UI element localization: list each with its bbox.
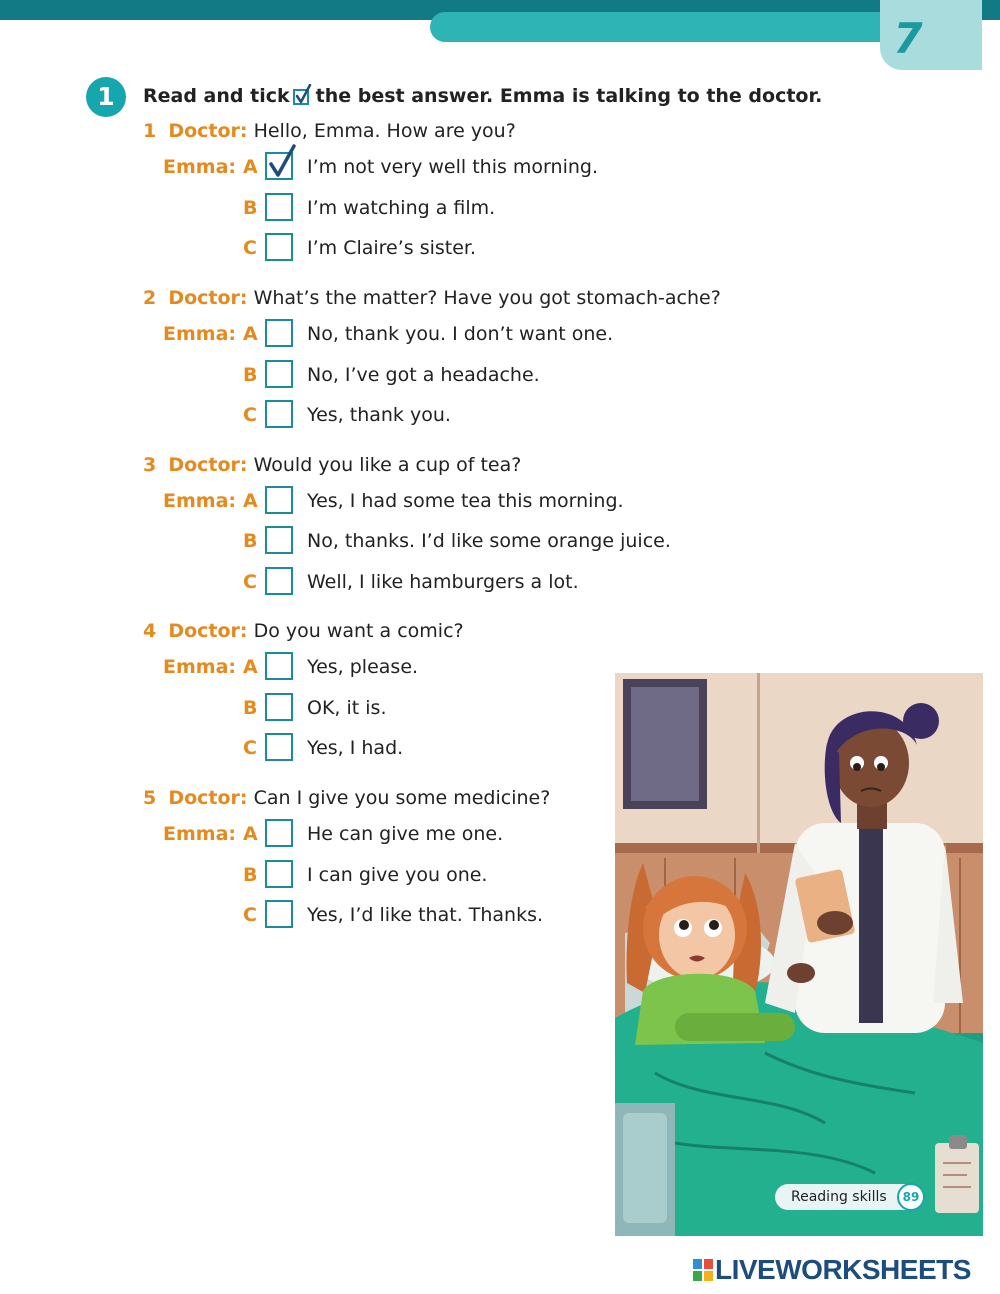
doctor-prompt: Hello, Emma. How are you? — [253, 120, 516, 142]
emma-label: Emma: — [163, 490, 236, 512]
question-3 — [143, 454, 521, 476]
option-letter: C — [243, 237, 257, 259]
option-letter: A — [243, 823, 258, 845]
header-tab — [430, 12, 900, 42]
doctor-label: Doctor: — [168, 620, 248, 642]
doctor-prompt: What’s the matter? Have you got stomach-ache? — [253, 287, 721, 309]
option-text: I’m Claire’s sister. — [307, 237, 477, 259]
answer-checkbox-q2-b[interactable] — [265, 360, 293, 388]
option-text: Yes, I had some tea this morning. — [307, 490, 624, 512]
question-number: 4 — [143, 620, 157, 642]
question-2 — [143, 287, 721, 309]
exercise-number: 1 — [86, 77, 126, 117]
answer-checkbox-q1-c[interactable] — [265, 233, 293, 261]
option-text: OK, it is. — [307, 697, 387, 719]
answer-checkbox-q3-c[interactable] — [265, 567, 293, 595]
instruction — [143, 84, 822, 107]
option-letter: C — [243, 904, 257, 926]
answer-checkbox-q1-b[interactable] — [265, 193, 293, 221]
option-letter: A — [243, 323, 258, 345]
option-text: I can give you one. — [307, 864, 488, 886]
doctor-prompt: Do you want a comic? — [253, 620, 464, 642]
option-text: No, thank you. I don’t want one. — [307, 323, 614, 345]
liveworksheets-brand: LIVEWORKSHEETS — [715, 1254, 971, 1285]
reading-skills-badge: Reading skills — [775, 1184, 923, 1210]
option-text: Yes, please. — [307, 656, 419, 678]
question-number: 3 — [143, 454, 157, 476]
question-number: 1 — [143, 120, 157, 142]
option-letter: B — [243, 364, 258, 386]
doctor-label: Doctor: — [168, 120, 248, 142]
question-4 — [143, 620, 464, 642]
option-letter: B — [243, 197, 258, 219]
answer-checkbox-q1-a[interactable] — [265, 152, 293, 180]
option-letter: C — [243, 737, 257, 759]
option-letter: B — [243, 530, 258, 552]
option-text: Yes, I’d like that. Thanks. — [307, 904, 544, 926]
answer-checkbox-q4-b[interactable] — [265, 693, 293, 721]
option-text: No, I’ve got a headache. — [307, 364, 540, 386]
liveworksheets-icon — [693, 1259, 713, 1281]
emma-label: Emma: — [163, 323, 236, 345]
unit-number: 7 — [893, 14, 923, 63]
doctor-label: Doctor: — [168, 787, 248, 809]
option-text: Yes, thank you. — [307, 404, 451, 426]
doctor-label: Doctor: — [168, 454, 248, 476]
answer-checkbox-q4-c[interactable] — [265, 733, 293, 761]
question-number: 2 — [143, 287, 157, 309]
option-text: I’m not very well this morning. — [307, 156, 598, 178]
option-text: He can give me one. — [307, 823, 504, 845]
emma-label: Emma: — [163, 656, 236, 678]
liveworksheets-logo — [693, 1254, 993, 1288]
doctor-prompt: Can I give you some medicine? — [253, 787, 551, 809]
question-1 — [143, 120, 516, 142]
option-letter: B — [243, 864, 258, 886]
answer-checkbox-q2-c[interactable] — [265, 400, 293, 428]
answer-checkbox-q5-a[interactable] — [265, 819, 293, 847]
option-letter: B — [243, 697, 258, 719]
illustration-doctor-and-patient — [615, 673, 983, 1236]
answer-checkbox-q5-b[interactable] — [265, 860, 293, 888]
answer-checkbox-q2-a[interactable] — [265, 319, 293, 347]
option-text: Yes, I had. — [307, 737, 404, 759]
option-letter: A — [243, 156, 258, 178]
option-text: Well, I like hamburgers a lot. — [307, 571, 579, 593]
option-letter: A — [243, 490, 258, 512]
instruction-text-before: Read and tick — [143, 85, 290, 107]
page-number: 89 — [897, 1183, 925, 1211]
doctor-prompt: Would you like a cup of tea? — [253, 454, 522, 476]
emma-label: Emma: — [163, 823, 236, 845]
option-letter: C — [243, 571, 257, 593]
emma-label: Emma: — [163, 156, 236, 178]
option-letter: A — [243, 656, 258, 678]
answer-checkbox-q3-b[interactable] — [265, 526, 293, 554]
option-letter: C — [243, 404, 257, 426]
question-number: 5 — [143, 787, 157, 809]
doctor-label: Doctor: — [168, 287, 248, 309]
answer-checkbox-q5-c[interactable] — [265, 900, 293, 928]
instruction-text-after: the best answer. Emma is talking to the doctor. — [315, 85, 823, 107]
option-text: I’m watching a film. — [307, 197, 496, 219]
tick-box-icon — [293, 84, 313, 106]
answer-checkbox-q3-a[interactable] — [265, 486, 293, 514]
option-text: No, thanks. I’d like some orange juice. — [307, 530, 671, 552]
answer-checkbox-q4-a[interactable] — [265, 652, 293, 680]
question-5 — [143, 787, 550, 809]
